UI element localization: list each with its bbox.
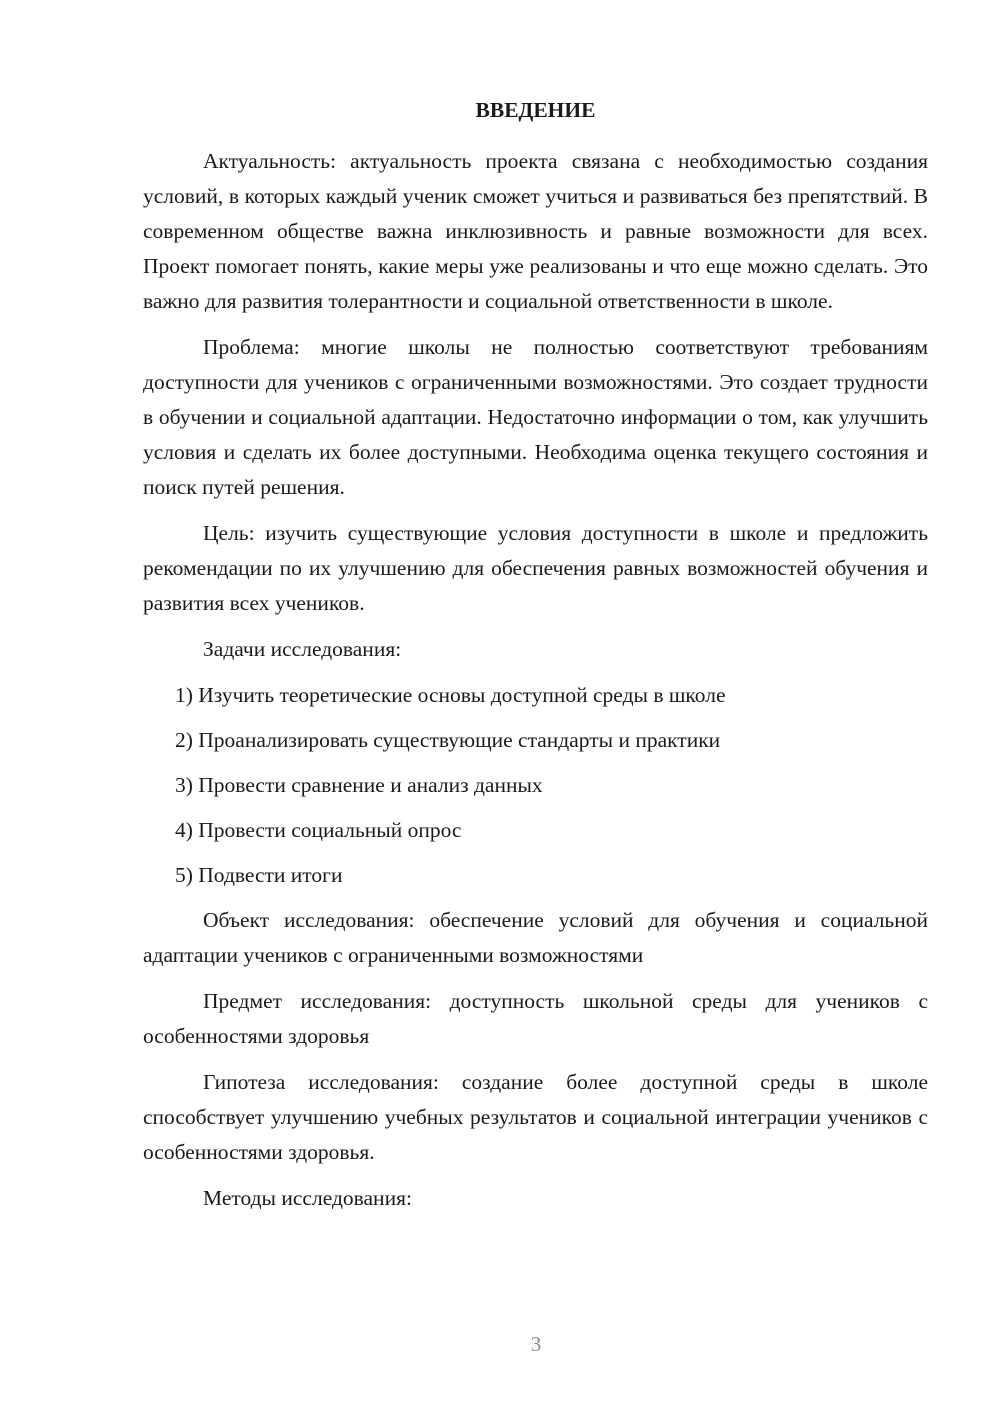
- page-number: 3: [530, 1332, 542, 1356]
- list-item: 5) Подвести итоги: [175, 863, 343, 887]
- paragraph-subject: Предмет исследования: доступность школьной среды для учеников с особенностями здоровья: [143, 989, 928, 1048]
- document-page: [143, 93, 928, 1227]
- paragraph-object: Объект исследования: обеспечение условий для обучения и социальной адаптации учеников с ограниченными возможностями: [143, 908, 928, 967]
- paragraph-hypothesis: Гипотеза исследования: создание более доступной среды в школе способствует улучшению учебных результатов и социальной интеграции учеников с особенностями здоровья.: [143, 1070, 928, 1164]
- paragraph-methods-label: Методы исследования:: [203, 1186, 412, 1210]
- list-item: 4) Провести социальный опрос: [175, 818, 462, 842]
- tasks-list: [143, 678, 928, 893]
- paragraph-tasks-label: Задачи исследования:: [203, 637, 402, 661]
- paragraph-goal: Цель: изучить существующие условия доступности в школе и предложить рекомендации по их улучшению для обеспечения равных возможностей обучения и развития всех учеников.: [143, 521, 928, 615]
- section-heading: ВВЕДЕНИЕ: [475, 98, 596, 122]
- list-item: 3) Провести сравнение и анализ данных: [175, 773, 543, 797]
- paragraph-relevance: Актуальность: актуальность проекта связана с необходимостью создания условий, в которых каждый ученик сможет учиться и развиваться без препятствий. В современном обществе важна инклюзивность и равные возможности для всех. Проект помогает понять, какие меры уже реализованы и что еще можно сделать. Это важно для развития толерантности и социальной ответственности в школе.: [143, 149, 928, 313]
- list-item: 2) Проанализировать существующие стандарты и практики: [175, 728, 721, 752]
- paragraph-problem: Проблема: многие школы не полностью соответствуют требованиям доступности для учеников с ограниченными возможностями. Это создает трудности в обучении и социальной адаптации. Недостаточно информации о том, как улучшить условия и сделать их более доступными. Необходима оценка текущего состояния и поиск путей решения.: [143, 335, 928, 499]
- list-item: 1) Изучить теоретические основы доступной среды в школе: [175, 683, 726, 707]
